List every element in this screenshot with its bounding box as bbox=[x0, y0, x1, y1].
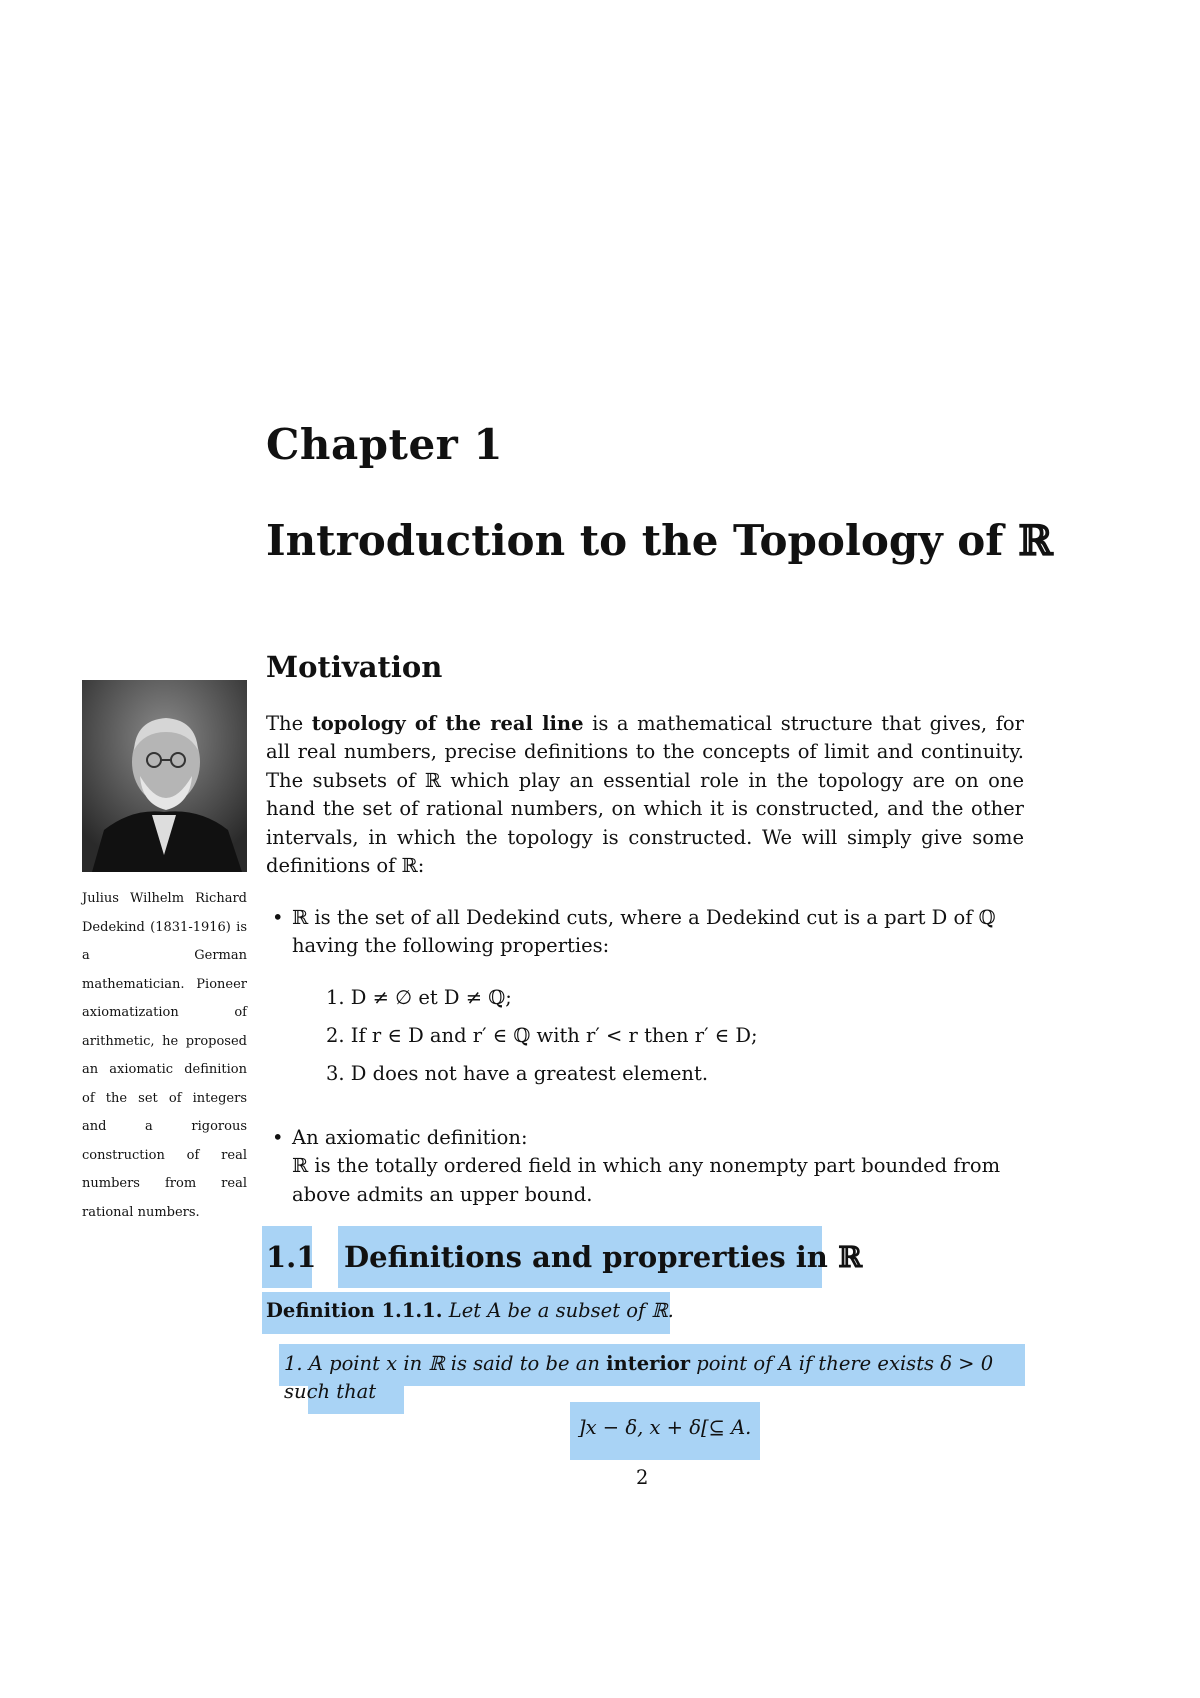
para-bold-term: topology of the real line bbox=[311, 712, 584, 735]
para-start: The bbox=[266, 712, 312, 735]
section-number: 1.1 bbox=[266, 1240, 317, 1274]
portrait-caption: Julius Wilhelm Richard Dedekind (1831-1916) is a German mathematician. Pioneer axiomatization of arithmetic, he proposed an axiomatic definition of the set of integers and a rigorous construction of real numbers from real rational numbers. bbox=[82, 891, 247, 1220]
page-number: 2 bbox=[636, 1466, 649, 1489]
list-item: 1. D ≠ ∅ et D ≠ ℚ; bbox=[326, 986, 512, 1009]
bullet-dedekind bbox=[272, 904, 1024, 961]
chapter-label: Chapter 1 bbox=[266, 420, 504, 469]
bullet-text: ℝ is the set of all Dedekind cuts, where a Dedekind cut is a part D of ℚ having the following properties: bbox=[292, 906, 996, 958]
properties-list bbox=[326, 984, 1006, 1098]
definition bbox=[266, 1299, 674, 1322]
item-end: point of A if there exists δ > 0 such that bbox=[284, 1352, 994, 1404]
item-start: 1. A point x in ℝ is said to be an bbox=[284, 1352, 607, 1375]
bullet-line-1: An axiomatic definition: bbox=[292, 1126, 528, 1149]
motivation-heading: Motivation bbox=[266, 650, 443, 684]
bullet-line-2: ℝ is the totally ordered field in which any nonempty part bounded from above admits an upper bound. bbox=[292, 1154, 1001, 1206]
interior-point-item bbox=[284, 1350, 1024, 1407]
formula: ]x − δ, x + δ[⊆ A. bbox=[578, 1416, 752, 1439]
definition-text: Let A be a subset of ℝ. bbox=[442, 1299, 674, 1322]
list-item: 3. D does not have a greatest element. bbox=[326, 1062, 709, 1085]
motivation-paragraph bbox=[266, 710, 1024, 880]
section-title: Definitions and proprerties in ℝ bbox=[344, 1240, 863, 1274]
definition-highlight bbox=[262, 1292, 674, 1334]
para-rest: is a mathematical structure that gives, for all real numbers, precise definitions to the concepts of limit and continuity. The subsets of ℝ which play an essential role in the topology are on one hand the set of rational numbers, on which it is constructed, and the other intervals, in which the topology is constructed. We will simply give some definitions of ℝ: bbox=[266, 712, 1024, 878]
bullet-icon: • bbox=[272, 906, 284, 929]
bullet-icon: • bbox=[272, 1126, 284, 1149]
definition-label: Definition 1.1.1. bbox=[266, 1299, 443, 1322]
list-item: 2. If r ∈ D and r′ ∈ ℚ with r′ < r then r′ ∈ D; bbox=[326, 1024, 758, 1047]
bullet-axiomatic bbox=[272, 1124, 1024, 1209]
section-title-highlight bbox=[338, 1226, 863, 1288]
dedekind-portrait bbox=[82, 680, 247, 872]
section-number-highlight bbox=[262, 1226, 317, 1288]
chapter-title: Introduction to the Topology of ℝ bbox=[266, 516, 1053, 565]
item-bold: interior bbox=[606, 1352, 691, 1375]
